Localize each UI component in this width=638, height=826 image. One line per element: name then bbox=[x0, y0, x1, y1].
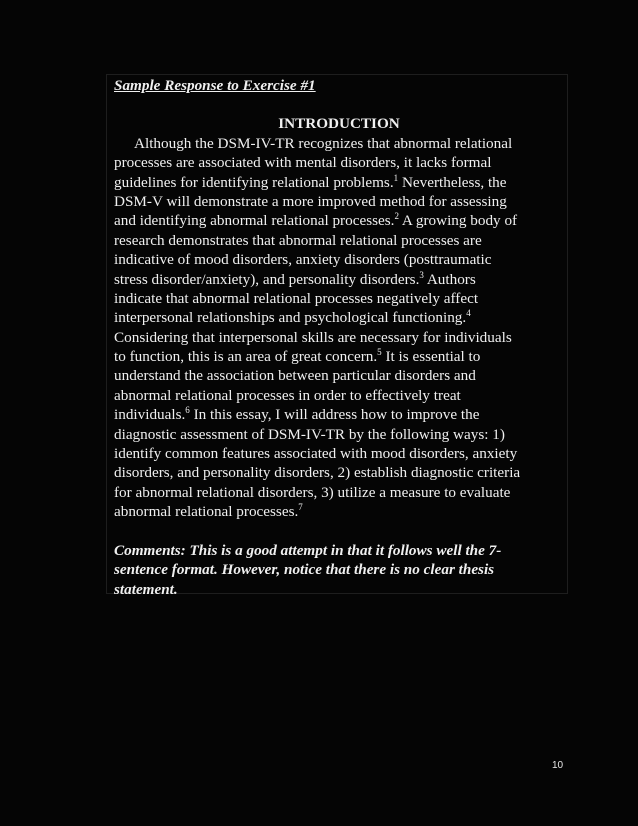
introduction-body bbox=[114, 134, 564, 522]
footnote-marker: 7 bbox=[298, 502, 303, 513]
body-line-text: research demonstrates that abnormal relational processes are bbox=[114, 231, 482, 249]
footnote-marker: 5 bbox=[377, 347, 382, 358]
body-line-continuation: Nevertheless, the bbox=[398, 173, 507, 191]
body-line-continuation: It is essential to bbox=[381, 348, 481, 366]
body-line bbox=[114, 347, 564, 366]
body-line-continuation: In this essay, I will address how to improve the bbox=[189, 406, 480, 424]
body-line bbox=[114, 425, 564, 444]
page-number: 10 bbox=[552, 760, 564, 771]
footnote-marker: 2 bbox=[394, 211, 399, 222]
comments-line: Comments: This is a good attempt in that it follows well the 7- bbox=[114, 541, 502, 559]
body-line bbox=[114, 289, 564, 308]
body-line bbox=[114, 386, 564, 405]
body-line-text: to function, this is an area of great concern. bbox=[114, 348, 378, 366]
body-line bbox=[114, 444, 564, 463]
body-line-text: Considering that interpersonal skills are necessary for individuals bbox=[114, 328, 512, 346]
body-line bbox=[114, 192, 564, 211]
body-line-text: indicate that abnormal relational processes negatively affect bbox=[114, 289, 479, 307]
body-line-text: and identifying abnormal relational processes. bbox=[114, 212, 395, 230]
body-line-text: diagnostic assessment of DSM-IV-TR by the following ways: 1) bbox=[114, 425, 505, 443]
body-line bbox=[114, 308, 564, 327]
body-line bbox=[114, 463, 564, 482]
body-line bbox=[114, 250, 564, 269]
comments-note bbox=[114, 541, 564, 599]
footnote-marker: 1 bbox=[393, 172, 399, 183]
body-line bbox=[114, 173, 564, 192]
body-line-continuation: Authors bbox=[423, 270, 476, 288]
footnote-marker: 6 bbox=[185, 405, 190, 416]
body-line-text: processes are associated with mental disorders, it lacks formal bbox=[114, 154, 492, 172]
comments-line: sentence format. However, notice that there is no clear thesis bbox=[114, 561, 495, 579]
body-line-text: abnormal relational processes. bbox=[114, 503, 299, 521]
response-content bbox=[114, 76, 564, 599]
body-line bbox=[114, 211, 564, 230]
body-line bbox=[114, 134, 564, 153]
body-line-text: interpersonal relationships and psychological functioning. bbox=[114, 309, 467, 327]
body-line-text: individuals. bbox=[114, 406, 186, 424]
body-line-text: stress disorder/anxiety), and personality disorders. bbox=[114, 270, 420, 288]
sample-response-heading: Sample Response to Exercise #1 bbox=[114, 77, 316, 94]
body-line-text: understand the association between particular disorders and bbox=[114, 367, 476, 385]
footnote-marker: 4 bbox=[466, 308, 471, 319]
body-line bbox=[114, 483, 564, 502]
body-line bbox=[114, 231, 564, 250]
body-line bbox=[114, 328, 564, 347]
body-line-continuation: A growing body of bbox=[398, 212, 518, 230]
body-line-text: guidelines for identifying relational problems. bbox=[114, 173, 394, 191]
body-line-text: DSM-V will demonstrate a more improved method for assessing bbox=[114, 192, 507, 210]
body-line-text: for abnormal relational disorders, 3) utilize a measure to evaluate bbox=[114, 483, 511, 501]
body-line bbox=[114, 270, 564, 289]
body-line bbox=[114, 405, 564, 424]
body-line bbox=[114, 502, 564, 521]
body-line-text: abnormal relational processes in order to effectively treat bbox=[114, 386, 461, 404]
body-line-text: disorders, and personality disorders, 2) establish diagnostic criteria bbox=[114, 464, 521, 482]
introduction-title: INTRODUCTION bbox=[278, 115, 400, 133]
body-line bbox=[114, 153, 564, 172]
body-line-text: identify common features associated with mood disorders, anxiety bbox=[114, 445, 518, 463]
comments-line: statement. bbox=[114, 580, 178, 598]
body-line-text: indicative of mood disorders, anxiety disorders (posttraumatic bbox=[114, 251, 492, 269]
body-line-text: Although the DSM-IV-TR recognizes that abnormal relational bbox=[134, 134, 513, 152]
body-line bbox=[114, 366, 564, 385]
footnote-marker: 3 bbox=[419, 269, 424, 280]
